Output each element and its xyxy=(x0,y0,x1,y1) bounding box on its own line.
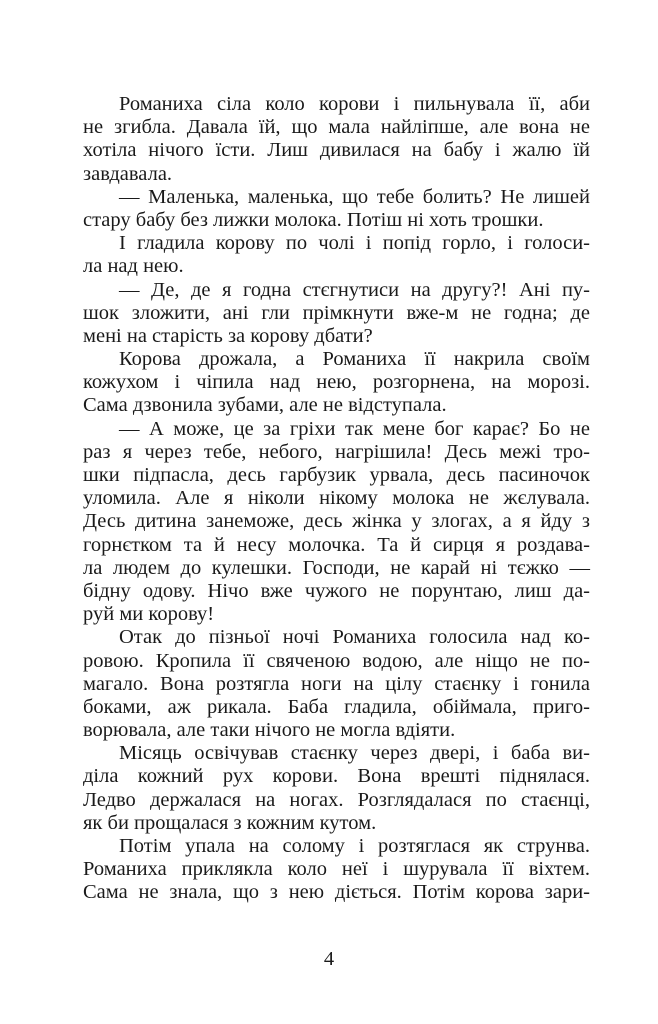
text-line: не згибла. Давала їй, що мала найліпше, але вона не xyxy=(83,116,590,139)
text-line: шок зложити, ані гли прімкнути вже-м не годна; де xyxy=(83,301,590,324)
paragraph xyxy=(83,186,590,232)
text-line: Сама не знала, що з нею діється. Потім корова зари- xyxy=(83,881,590,904)
paragraph xyxy=(83,279,590,349)
text-line: кожухом і чіпила над нею, розгорнена, на морозі. xyxy=(83,371,590,394)
paragraph xyxy=(83,835,590,905)
text-line: ла людем до кулешки. Господи, не карай ні тєжко — xyxy=(83,556,590,579)
text-line: Корова дрожала, а Романиха її накрила своїм xyxy=(119,348,590,371)
paragraph xyxy=(83,93,590,186)
text-line: Сама дзвонила зубами, але не відступала. xyxy=(83,394,447,417)
text-line: хотіла нічого їсти. Лиш дивилася на бабу і жалю їй xyxy=(83,139,590,162)
text-line: Ледво держалася на ногах. Розглядалася по стаєнці, xyxy=(83,788,590,811)
text-line: Романиха сіла коло корови і пильнувала її, аби xyxy=(119,93,590,115)
text-line: боками, аж рикала. Баба гладила, обіймала, приго- xyxy=(83,695,590,718)
text-line: ла над нею. xyxy=(83,255,184,278)
text-line: уломила. Але я ніколи нікому молока не жєлувала. xyxy=(83,487,590,510)
paragraph xyxy=(83,742,590,835)
paragraph xyxy=(83,418,590,627)
text-line: шки підпасла, десь гарбузик урвала, десь пасиночок xyxy=(83,464,590,486)
text-line: Романиха приклякла коло неї і шурувала її віхтем. xyxy=(83,858,590,881)
text-line: бідну одову. Нічо вже чужого не порунтаю, лиш да- xyxy=(83,579,590,602)
text-line: Місяць освічував стаєнку через двері, і баба ви- xyxy=(119,742,590,765)
text-line: раз я через тебе, небого, нагрішила! Десь межі тро- xyxy=(83,440,590,463)
text-line: руй ми корову! xyxy=(83,603,215,626)
text-line: — Де, де я годна стєгнутиси на другу?! Ані пу- xyxy=(119,278,590,301)
text-line: горнєтком та й несу молочка. Та й сирця я роздава- xyxy=(83,533,590,556)
text-line: І гладила корову по чолі і попід горло, і голоси- xyxy=(119,232,590,255)
text-line: ворювала, але таки нічого не могла вдіяти. xyxy=(83,719,456,742)
text-line: Десь дитина занеможе, десь жінка у злогах, а я йду з xyxy=(83,510,590,533)
paragraph xyxy=(83,232,590,278)
text-line: стару бабу без лижки молока. Потіш ні хоть трошки. xyxy=(83,208,544,231)
text-line: діла кожний рух корови. Вона врешті піднялася. xyxy=(83,765,590,788)
text-line: — Маленька, маленька, що тебе болить? Не лишей xyxy=(119,185,590,208)
text-line: Потім упала на солому і розтяглася як струнва. xyxy=(119,835,590,857)
text-line: Отак до пізньої ночі Романиха голосила над ко- xyxy=(119,626,590,649)
text-line: мені на старість за корову дбати? xyxy=(83,324,373,347)
page-number: 4 xyxy=(323,948,335,970)
paragraph xyxy=(83,626,590,742)
text-line: ровою. Кропила її свяченою водою, але ніщо не по- xyxy=(83,649,590,672)
text-line: — А може, це за гріхи так мене бог карає? Бо не xyxy=(119,417,590,440)
text-line: як би прощалася з кожним кутом. xyxy=(83,811,377,834)
text-line: завдавала. xyxy=(83,162,173,185)
paragraph xyxy=(83,348,590,418)
text-line: магало. Вона розтягла ноги на цілу стаєнку і гонила xyxy=(83,672,590,695)
page-body xyxy=(83,93,590,905)
